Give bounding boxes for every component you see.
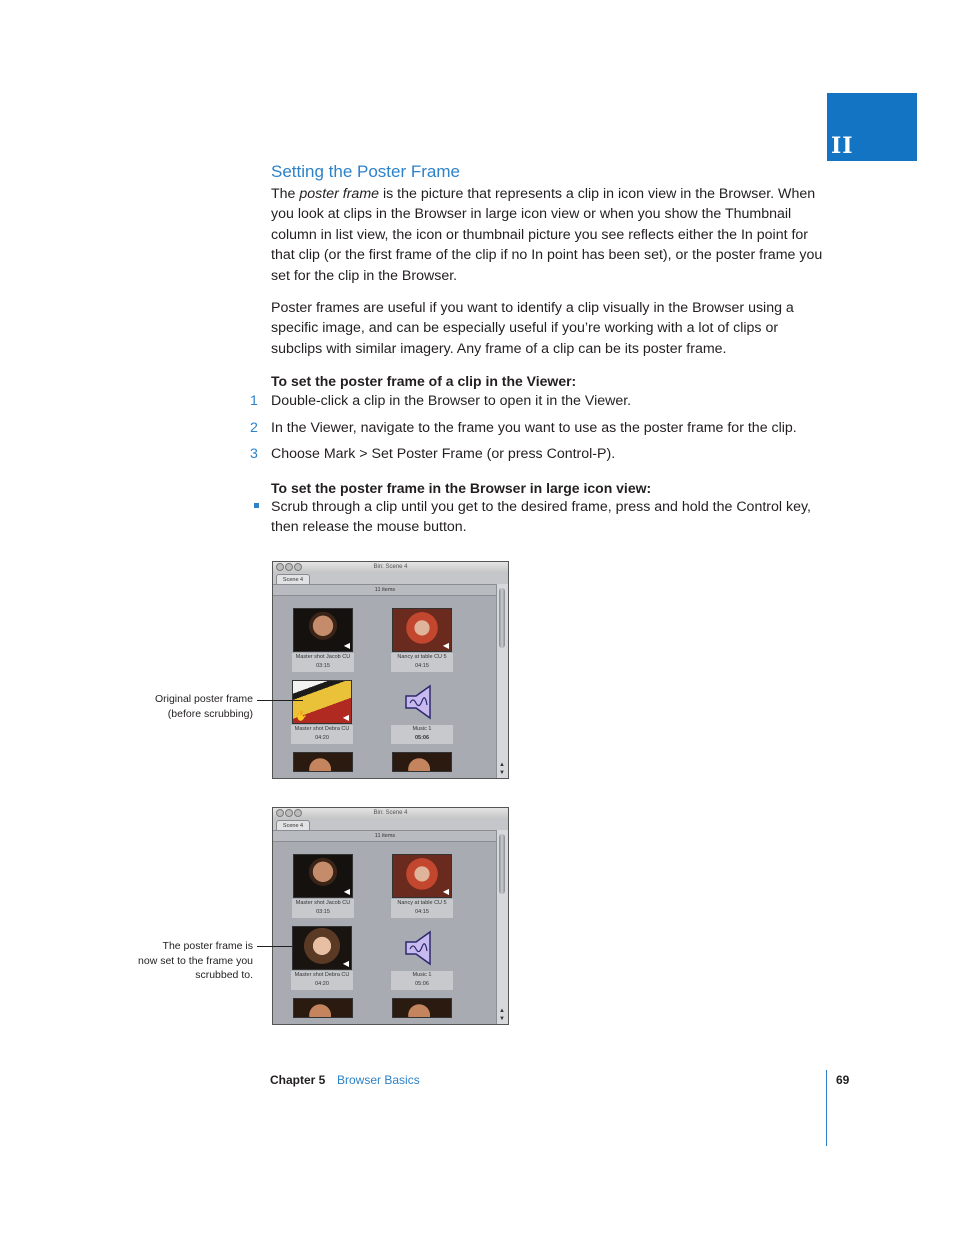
- audio-speaker-icon: ◀: [442, 641, 449, 650]
- clip-thumbnail[interactable]: [392, 752, 452, 772]
- clip-duration: 04:20: [315, 981, 329, 987]
- part-tab-label: II: [831, 133, 854, 159]
- term-poster-frame: poster frame: [299, 186, 380, 202]
- bullet-square-icon: [254, 503, 259, 508]
- clip-thumbnail[interactable]: [392, 926, 452, 970]
- audio-speaker-icon: ◀: [343, 641, 350, 650]
- scrub-hand-cursor-icon: ✋: [295, 711, 308, 722]
- clip-thumbnail[interactable]: [392, 998, 452, 1018]
- window-title: Bin: Scene 4: [373, 564, 408, 570]
- clip-thumbnail[interactable]: [293, 998, 353, 1018]
- clip-thumbnail[interactable]: [392, 680, 452, 724]
- audio-clip-icon: [404, 684, 436, 720]
- clip-name: Music 1: [412, 972, 432, 978]
- clip-duration: 04:15: [415, 663, 429, 669]
- window-title: Bin: Scene 4: [373, 810, 408, 816]
- scrollbar-thumb[interactable]: [499, 834, 505, 894]
- callout-line: scrubbed to.: [195, 969, 253, 981]
- clip-master-shot-debra[interactable]: [291, 680, 353, 744]
- audio-speaker-icon: ◀: [442, 887, 449, 896]
- vertical-scrollbar[interactable]: [496, 584, 508, 778]
- clip-thumbnail[interactable]: [293, 752, 353, 772]
- para1-after: is the picture that represents a clip in icon view in the Browser. When you look at clips in the Browser in large icon view or when you show the Thumbnail column in list view, the icon or thumbnail picture you see reflects either the In point for that clip (or the first frame of the clip if no In point has been set), or the poster frame you set for the clip in the Browser.: [271, 186, 823, 284]
- clip-name: Music 1: [412, 726, 432, 732]
- scroll-up-arrow-icon[interactable]: ▲: [499, 1008, 505, 1014]
- step-text: In the Viewer, navigate to the frame you want to use as the poster frame for the clip.: [271, 420, 797, 436]
- step-text: Choose Mark > Set Poster Frame (or press Control-P).: [271, 446, 616, 462]
- clip-nancy-at-table[interactable]: [391, 854, 453, 918]
- clip-name: Master shot Jacob CU: [295, 900, 351, 906]
- callout-line: (before scrubbing): [167, 707, 253, 720]
- clip-nancy-at-table[interactable]: [391, 608, 453, 672]
- clip-name: Master shot Debra CU: [294, 972, 350, 978]
- clip-master-shot-debra[interactable]: [291, 926, 353, 990]
- clip-thumbnail[interactable]: [392, 854, 452, 898]
- item-count-bar: 11 items: [273, 584, 497, 596]
- section-title: Setting the Poster Frame: [271, 162, 460, 181]
- footer-chapter-title: Browser Basics: [337, 1073, 420, 1087]
- scroll-up-arrow-icon[interactable]: ▲: [499, 762, 505, 768]
- step-text: Double-click a clip in the Browser to open it in the Viewer.: [271, 393, 632, 409]
- clip-duration: 05:06: [415, 981, 429, 987]
- clip-duration: 04:20: [315, 735, 329, 741]
- browser-window-before: [272, 561, 509, 779]
- clip-music-1[interactable]: [391, 680, 453, 744]
- audio-clip-icon: [404, 930, 436, 966]
- clip-label: [391, 725, 453, 744]
- clip-duration: 03:15: [316, 909, 330, 915]
- clip-label: [391, 899, 453, 918]
- scroll-down-arrow-icon[interactable]: ▼: [499, 1016, 505, 1022]
- tab-scene-4[interactable]: Scene 4: [276, 820, 310, 831]
- clip-duration: 04:15: [415, 909, 429, 915]
- audio-speaker-icon: ◀: [343, 887, 350, 896]
- callout-leader-line: [257, 946, 292, 947]
- clip-duration: 03:15: [316, 663, 330, 669]
- para1-before: The: [271, 186, 300, 202]
- paragraph-poster-frame-definition: [271, 184, 827, 286]
- clip-name: Master shot Jacob CU: [295, 654, 351, 660]
- clip-label: [291, 971, 353, 990]
- step-number: 1: [250, 393, 258, 409]
- callout-line: Original poster frame: [154, 693, 253, 705]
- scrollbar-thumb[interactable]: [499, 588, 505, 648]
- clip-thumbnail[interactable]: [392, 608, 452, 652]
- clip-label: [391, 971, 453, 990]
- step-number: 3: [250, 446, 258, 462]
- step-number: 2: [250, 420, 258, 436]
- scroll-down-arrow-icon[interactable]: ▼: [499, 770, 505, 776]
- callout-original-poster-frame: [110, 692, 253, 721]
- audio-speaker-icon: ◀: [342, 959, 349, 968]
- clip-name: Nancy at table CU 5: [397, 900, 447, 906]
- bullet-text: Scrub through a clip until you get to the desired frame, press and hold the Control key, then release the mouse button.: [271, 499, 811, 536]
- clip-partial-left[interactable]: [292, 752, 354, 772]
- page-number: 69: [836, 1073, 850, 1087]
- clip-partial-right[interactable]: [391, 752, 453, 772]
- clip-partial-right[interactable]: [391, 998, 453, 1018]
- item-count-bar: 11 items: [273, 830, 497, 842]
- tab-scene-4[interactable]: Scene 4: [276, 574, 310, 585]
- tab-row: [273, 818, 508, 830]
- callout-line: The poster frame is: [162, 940, 253, 952]
- clip-thumbnail-clapperboard[interactable]: [292, 680, 352, 724]
- paragraph-poster-frame-usage: Poster frames are useful if you want to identify a clip visually in the Browser using a specific image, and can be especially useful if you’re working with a lot of clips or subclips with similar imagery. Any frame of a clip can be its poster frame.: [271, 300, 794, 357]
- clip-music-1[interactable]: [391, 926, 453, 990]
- audio-speaker-icon: ◀: [342, 713, 349, 722]
- clip-name: Master shot Debra CU: [294, 726, 350, 732]
- part-tab: [827, 93, 917, 161]
- task-heading-viewer: To set the poster frame of a clip in the Viewer:: [271, 373, 577, 389]
- callout-leader-line: [257, 700, 303, 701]
- tab-row: [273, 572, 508, 584]
- clip-master-shot-jacob[interactable]: [292, 608, 354, 672]
- clip-thumbnail-new-poster-frame[interactable]: [292, 926, 352, 970]
- callout-line: now set to the frame you: [138, 954, 253, 967]
- callout-new-poster-frame: [100, 939, 253, 983]
- clip-name: Nancy at table CU 5: [397, 654, 447, 660]
- clip-label: [291, 725, 353, 744]
- clip-label: [391, 653, 453, 672]
- clip-thumbnail[interactable]: [293, 854, 353, 898]
- clip-master-shot-jacob[interactable]: [292, 854, 354, 918]
- clip-duration: 05:06: [414, 735, 430, 741]
- clip-label: [292, 653, 354, 672]
- clip-thumbnail[interactable]: [293, 608, 353, 652]
- clip-partial-left[interactable]: [292, 998, 354, 1018]
- task-heading-browser: To set the poster frame in the Browser in large icon view:: [271, 480, 652, 496]
- vertical-scrollbar[interactable]: [496, 830, 508, 1024]
- footer-divider: [826, 1070, 827, 1146]
- footer-chapter: Chapter 5: [270, 1073, 326, 1087]
- browser-window-after: [272, 807, 509, 1025]
- clip-label: [292, 899, 354, 918]
